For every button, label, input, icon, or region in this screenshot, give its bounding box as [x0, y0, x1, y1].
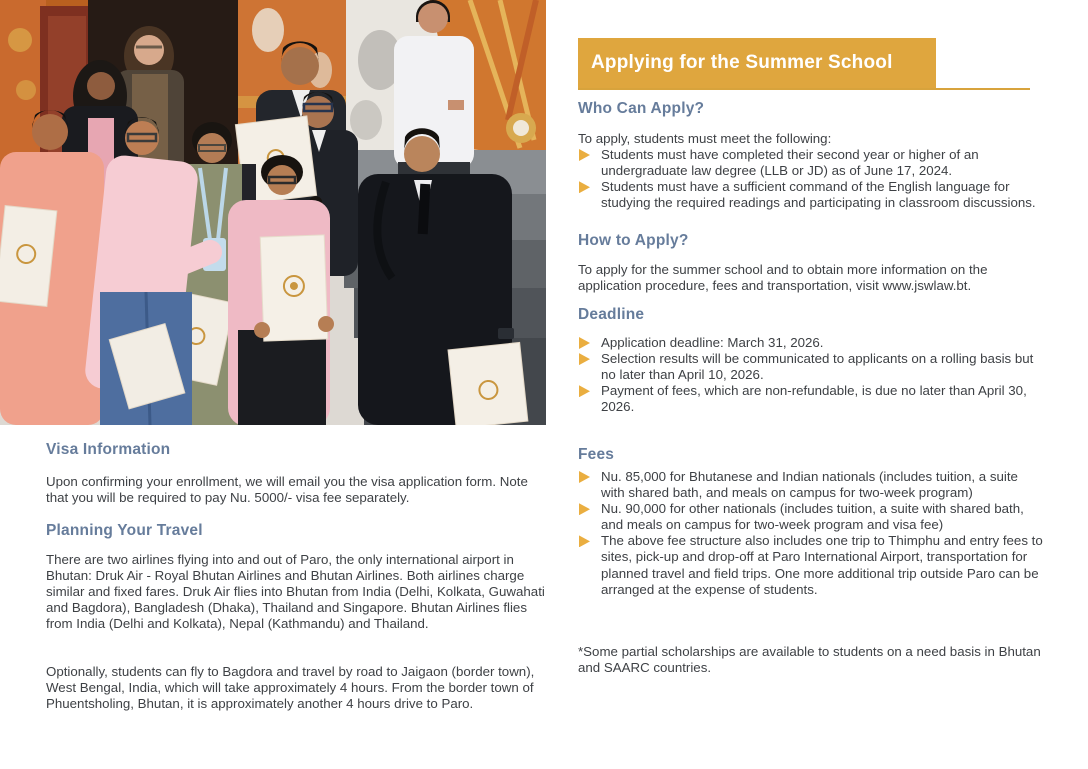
list-item [578, 533, 1044, 597]
visa-information-heading: Visa Information [46, 441, 171, 458]
group-photo [0, 0, 546, 425]
fees-bullets [578, 469, 1044, 598]
deadline-heading: Deadline [578, 306, 645, 323]
list-item [578, 383, 1044, 415]
triangle-bullet-icon [579, 503, 590, 515]
triangle-bullet-icon [579, 181, 590, 193]
bullet-text: Selection results will be communicated to applicants on a rolling basis but no later than April 10, 2026. [601, 351, 1034, 383]
list-item [578, 469, 1044, 501]
bullet-text: Students must have completed their second year or higher of an undergraduate law degree (LLB or JD) as of June 17, 2024. [601, 147, 979, 179]
scholarship-footnote: *Some partial scholarships are available to students on a need basis in Bhutan and SAARC countries. [578, 644, 1041, 676]
bullet-text: Payment of fees, which are non-refundable, is due no later than April 30, 2026. [601, 383, 1027, 415]
who-can-apply-heading: Who Can Apply? [578, 100, 705, 117]
who-can-apply-intro: To apply, students must meet the following: [578, 131, 832, 146]
how-to-apply-paragraph: To apply for the summer school and to obtain more information on the application procedure, fees and transportation, visit www.jswlaw.bt. [578, 262, 988, 294]
how-to-apply-heading: How to Apply? [578, 232, 689, 249]
who-can-apply-bullets [578, 147, 1044, 211]
bullet-text: Nu. 90,000 for other nationals (includes tuition, a suite with shared bath, and meals on campus for two-week program and visa fee) [601, 501, 1024, 533]
triangle-bullet-icon [579, 535, 590, 547]
travel-paragraph-2: Optionally, students can fly to Bagdora and travel by road to Jaigaon (border town), West Bengal, India, which will take approximately 4 hours. From the border town of Phuentsholing, Bhutan, it is approximately another 4 hours drive to Paro. [46, 664, 535, 712]
visa-information-paragraph: Upon confirming your enrollment, we will email you the visa application form. Note that you will be required to pay Nu. 5000/- visa fee separately. [46, 474, 528, 506]
planning-your-travel-heading: Planning Your Travel [46, 522, 203, 539]
gold-divider-line [578, 88, 1030, 90]
list-item [578, 335, 1044, 351]
triangle-bullet-icon [579, 353, 590, 365]
list-item [578, 179, 1044, 211]
list-item [578, 351, 1044, 383]
bullet-text: Students must have a sufficient command of the English language for studying the required readings and participating in classroom discussions. [601, 179, 1036, 211]
bullet-text: Application deadline: March 31, 2026. [601, 335, 824, 350]
triangle-bullet-icon [579, 337, 590, 349]
fees-heading: Fees [578, 446, 615, 463]
triangle-bullet-icon [579, 149, 590, 161]
triangle-bullet-icon [579, 471, 590, 483]
triangle-bullet-icon [579, 385, 590, 397]
travel-paragraph-1: There are two airlines flying into and out of Paro, the only international airport in Bhutan: Druk Air - Royal Bhutan Airlines and Bhutan Airlines. Both airlines charge similar and fixed fares. Druk Air flies into Bhutan from India (Delhi, Kolkata, Guwahati and Bagdora), Bangladesh (Dhaka), Thailand and Singapore. Bhutan Airlines flies from India (Delhi and Kolkata), Nepal (Kathmandu) and Thailand. [46, 552, 545, 632]
deadline-bullets [578, 335, 1044, 415]
list-item [578, 501, 1044, 533]
banner-title: Applying for the Summer School [591, 52, 893, 73]
bullet-text: The above fee structure also includes one trip to Thimphu and entry fees to sites, pick-up and drop-off at Paro International Airport, transportation for planned travel and field trips. One more additional trip outside Paro can be arranged at the expense of students. [601, 533, 1043, 597]
bullet-text: Nu. 85,000 for Bhutanese and Indian nationals (includes tuition, a suite with shared bath, and meals on campus for two-week program) [601, 469, 1018, 501]
section-banner [578, 38, 936, 88]
list-item [578, 147, 1044, 179]
